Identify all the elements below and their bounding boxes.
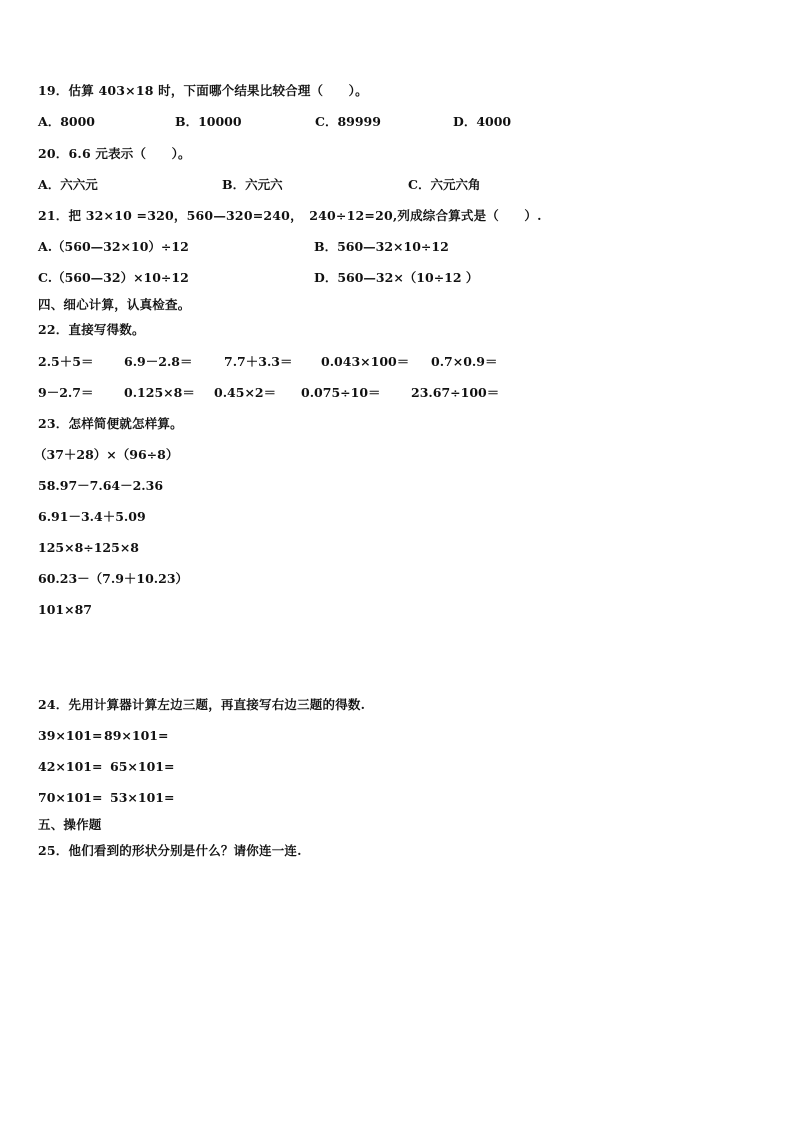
- q24-row1-left: 39×101=: [38, 728, 103, 743]
- question-20-option-c: C．六元六角: [408, 177, 481, 192]
- q24-row2-right: 65×101=: [110, 759, 175, 774]
- q23-item-3: 6.91－3.4＋5.09: [38, 509, 146, 524]
- question-21-option-b: B．560—32×10÷12: [314, 239, 449, 254]
- q23-item-1: （37＋28）×（96÷8）: [34, 447, 179, 462]
- q22-row1-item-3: 7.7＋3.3＝: [224, 354, 293, 369]
- q22-row2-item-1: 9－2.7＝: [38, 385, 94, 400]
- question-25-stem: 25．他们看到的形状分别是什么？请你连一连.: [38, 843, 302, 858]
- question-24-stem: 24．先用计算器计算左边三题，再直接写右边三题的得数.: [38, 697, 366, 712]
- question-21-option-c: C.（560—32）×10÷12: [38, 270, 189, 285]
- question-22-stem: 22．直接写得数。: [38, 322, 145, 337]
- q24-row2-left: 42×101=: [38, 759, 103, 774]
- question-21-option-d: D．560—32×（10÷12 ）: [314, 270, 479, 285]
- section-4-title: 四、细心计算，认真检查。: [38, 297, 191, 312]
- q23-item-4: 125×8÷125×8: [38, 540, 140, 555]
- question-21-option-a: A.（560—32×10）÷12: [38, 239, 189, 254]
- section-5-title: 五、操作题: [38, 817, 102, 832]
- question-20-stem: 20．6.6 元表示（ ）。: [38, 146, 191, 161]
- question-19-option-b: B．10000: [175, 114, 242, 129]
- q22-row2-item-4: 0.075÷10＝: [301, 385, 381, 400]
- q22-row1-item-1: 2.5＋5＝: [38, 354, 94, 369]
- question-20-option-a: A．六六元: [38, 177, 98, 192]
- q22-row2-item-3: 0.45×2＝: [214, 385, 277, 400]
- q24-row3-right: 53×101=: [110, 790, 175, 805]
- question-23-stem: 23．怎样简便就怎样算。: [38, 416, 183, 431]
- q22-row1-item-4: 0.043×100＝: [321, 354, 410, 369]
- question-19-option-a: A．8000: [38, 114, 95, 129]
- question-21-stem: 21．把 32×10 =320，560—320=240， 240÷12=20,列成综合算式是（ ）.: [38, 208, 542, 223]
- q23-item-6: 101×87: [38, 602, 92, 617]
- q24-row3-left: 70×101=: [38, 790, 103, 805]
- question-20-option-b: B．六元六: [222, 177, 283, 192]
- question-19-stem: 19．估算 403×18 时，下面哪个结果比较合理（ ）。: [38, 83, 368, 98]
- q22-row2-item-2: 0.125×8＝: [124, 385, 195, 400]
- q22-row1-item-5: 0.7×0.9＝: [431, 354, 498, 369]
- q22-row1-item-2: 6.9－2.8＝: [124, 354, 193, 369]
- question-19-option-d: D．4000: [453, 114, 512, 129]
- q22-row2-item-5: 23.67÷100＝: [411, 385, 500, 400]
- q23-item-2: 58.97－7.64－2.36: [38, 478, 164, 493]
- question-19-option-c: C．89999: [315, 114, 381, 129]
- q23-item-5: 60.23－（7.9＋10.23）: [38, 571, 189, 586]
- q24-row1-right: 89×101=: [104, 728, 169, 743]
